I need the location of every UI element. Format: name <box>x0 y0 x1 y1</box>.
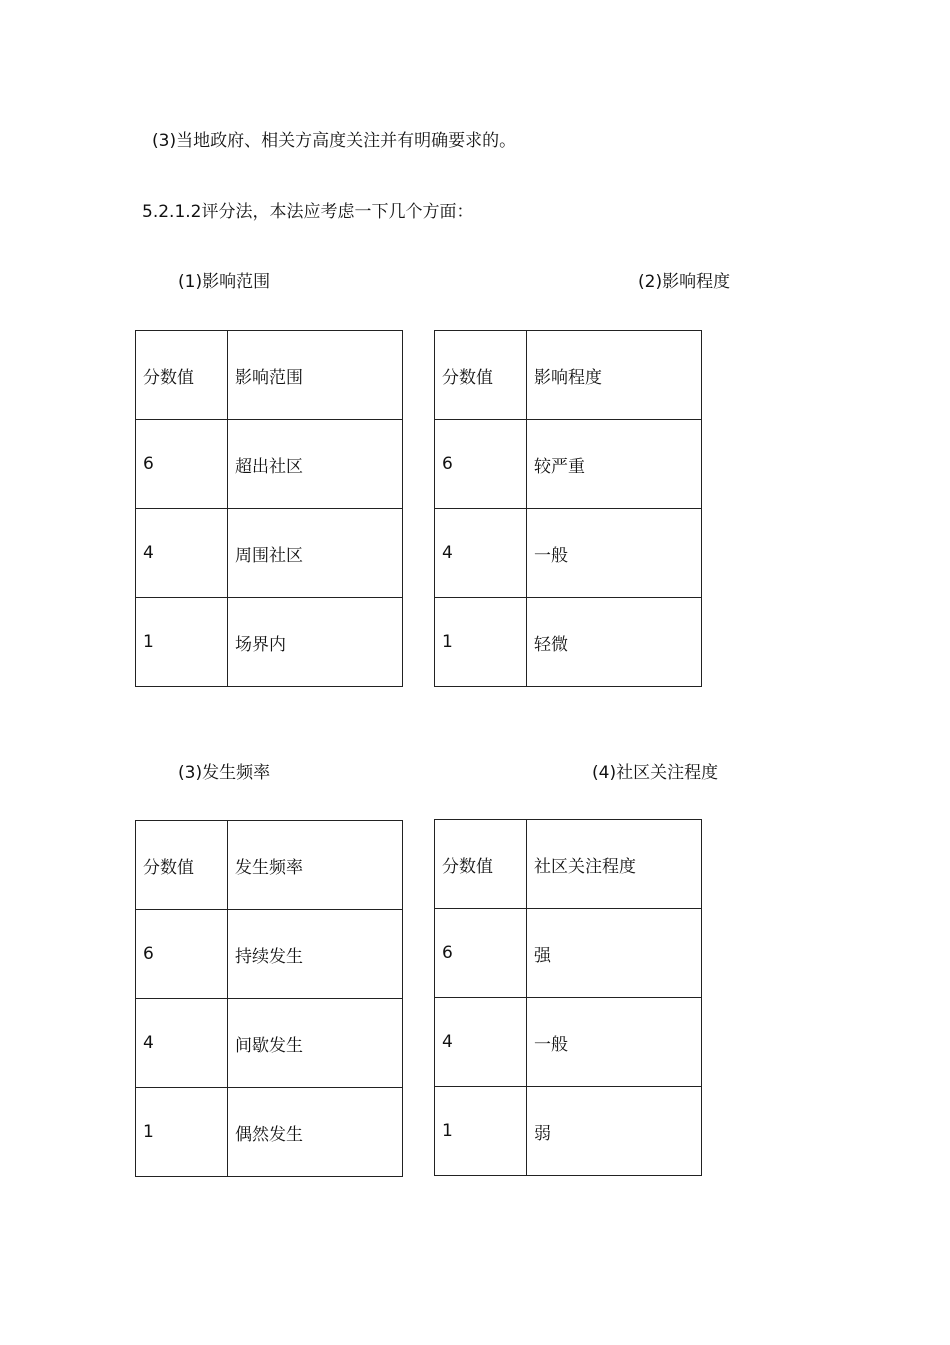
table-caption-community-concern: (4)社区关注程度 <box>592 763 719 783</box>
description-cell: 轻微 <box>527 598 702 687</box>
table-caption-impact-degree: (2)影响程度 <box>638 272 731 292</box>
score-cell: 6 <box>136 910 228 999</box>
table-row <box>136 420 403 509</box>
table-row <box>435 909 702 998</box>
paragraph-item-3: (3)当地政府、相关方高度关注并有明确要求的。 <box>152 131 517 151</box>
description-cell: 弱 <box>527 1087 702 1176</box>
table-row <box>435 420 702 509</box>
header-cell-score: 分数值 <box>435 820 527 909</box>
table-header-row <box>136 331 403 420</box>
table-caption-frequency: (3)发生频率 <box>178 763 271 783</box>
header-cell-score: 分数值 <box>435 331 527 420</box>
header-cell-criterion: 发生频率 <box>228 821 403 910</box>
description-cell: 偶然发生 <box>228 1088 403 1177</box>
score-cell: 1 <box>435 598 527 687</box>
description-cell: 一般 <box>527 509 702 598</box>
header-cell-criterion: 社区关注程度 <box>527 820 702 909</box>
score-cell: 1 <box>435 1087 527 1176</box>
description-cell: 周围社区 <box>228 509 403 598</box>
description-cell: 间歇发生 <box>228 999 403 1088</box>
header-cell-score: 分数值 <box>136 331 228 420</box>
table-caption-impact-scope: (1)影响范围 <box>178 272 271 292</box>
table-row <box>136 509 403 598</box>
table-row <box>435 1087 702 1176</box>
description-cell: 场界内 <box>228 598 403 687</box>
score-cell: 1 <box>136 1088 228 1177</box>
header-cell-score: 分数值 <box>136 821 228 910</box>
score-cell: 4 <box>435 509 527 598</box>
community-concern-table <box>434 819 702 1176</box>
table-row <box>435 998 702 1087</box>
impact-scope-table <box>135 330 403 687</box>
description-cell: 持续发生 <box>228 910 403 999</box>
section-heading: 5.2.1.2评分法，本法应考虑一下几个方面： <box>142 202 474 222</box>
frequency-table <box>135 820 403 1177</box>
table-header-row <box>435 820 702 909</box>
header-cell-criterion: 影响程度 <box>527 331 702 420</box>
score-cell: 1 <box>136 598 228 687</box>
score-cell: 6 <box>435 420 527 509</box>
description-cell: 超出社区 <box>228 420 403 509</box>
score-cell: 4 <box>435 998 527 1087</box>
score-cell: 4 <box>136 999 228 1088</box>
table-row <box>435 598 702 687</box>
score-cell: 4 <box>136 509 228 598</box>
table-header-row <box>435 331 702 420</box>
table-row <box>136 999 403 1088</box>
table-row <box>136 1088 403 1177</box>
table-row <box>136 910 403 999</box>
table-row <box>435 509 702 598</box>
score-cell: 6 <box>435 909 527 998</box>
score-cell: 6 <box>136 420 228 509</box>
description-cell: 强 <box>527 909 702 998</box>
table-header-row <box>136 821 403 910</box>
impact-degree-table <box>434 330 702 687</box>
header-cell-criterion: 影响范围 <box>228 331 403 420</box>
description-cell: 一般 <box>527 998 702 1087</box>
table-row <box>136 598 403 687</box>
description-cell: 较严重 <box>527 420 702 509</box>
